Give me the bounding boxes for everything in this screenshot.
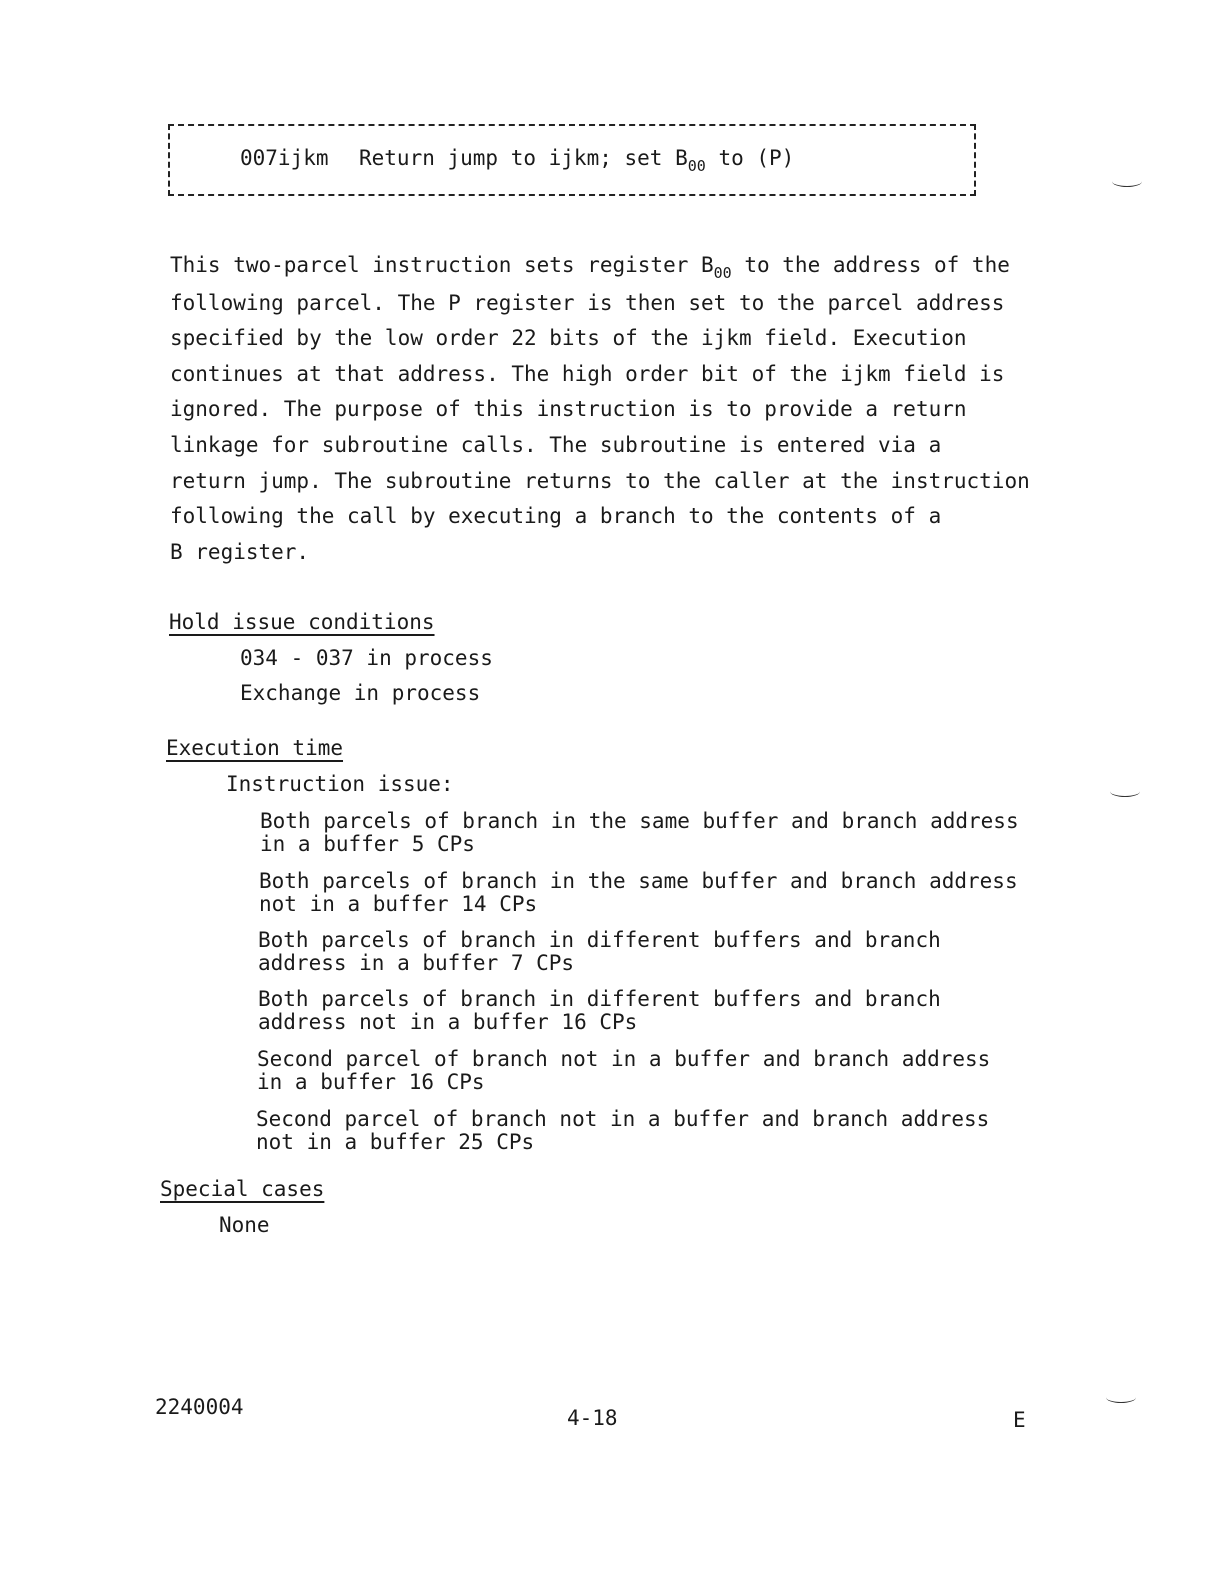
timing-case-line: Both parcels of branch in the same buffer and branch address bbox=[259, 869, 1018, 893]
timing-case bbox=[256, 1108, 989, 1154]
timing-case-line: not in a buffer 25 CPs bbox=[256, 1130, 535, 1154]
timing-case bbox=[257, 1048, 990, 1094]
paragraph-line: following parcel. The P register is then set to the parcel address bbox=[170, 290, 1005, 315]
timing-case-line: in a buffer 5 CPs bbox=[260, 832, 475, 856]
opcode: 007ijkm bbox=[240, 146, 329, 170]
paragraph-line: continues at that address. The high order bit of the ijkm field is bbox=[170, 361, 1005, 386]
hold-condition-item: Exchange in process bbox=[240, 681, 481, 705]
execution-time-heading: Execution time bbox=[166, 736, 344, 760]
binder-mark bbox=[1112, 176, 1142, 187]
special-cases-value: None bbox=[219, 1213, 270, 1237]
paragraph-line: linkage for subroutine calls. The subroutine is entered via a bbox=[170, 432, 942, 457]
description-paragraph bbox=[170, 248, 1030, 570]
timing-case-line: Second parcel of branch not in a buffer and branch address bbox=[256, 1107, 990, 1131]
instruction-description: Return jump to ijkm; set $B_{00}$ to (P) bbox=[359, 146, 795, 175]
timing-case bbox=[260, 810, 1019, 856]
timing-case-line: address not in a buffer 16 CPs bbox=[258, 1010, 638, 1034]
revision-letter: E bbox=[1013, 1408, 1026, 1432]
timing-case bbox=[258, 929, 941, 975]
timing-case-line: address in a buffer 7 CPs bbox=[258, 951, 575, 975]
hold-condition-item: 034 - 037 in process bbox=[240, 646, 493, 670]
timing-case-line: not in a buffer 14 CPs bbox=[259, 892, 538, 916]
paragraph-line: specified by the low order 22 bits of the ijkm field. Execution bbox=[170, 326, 967, 351]
hold-issue-heading: Hold issue conditions bbox=[169, 610, 435, 634]
timing-case-line: Both parcels of branch in different buffers and branch bbox=[258, 928, 941, 952]
paragraph-line: B register. bbox=[170, 539, 310, 564]
paragraph-line: ignored. The purpose of this instruction is to provide a return bbox=[170, 397, 967, 422]
paragraph-line: This two-parcel instruction sets register $B_{00}$ to the address of the bbox=[170, 253, 1010, 282]
timing-case bbox=[258, 988, 941, 1034]
timing-case-line: in a buffer 16 CPs bbox=[257, 1070, 485, 1094]
timing-case-line: Both parcels of branch in different buffers and branch bbox=[258, 987, 941, 1011]
paragraph-line: following the call by executing a branch to the contents of a bbox=[170, 504, 942, 529]
timing-case-line: Second parcel of branch not in a buffer and branch address bbox=[257, 1047, 991, 1071]
document-number: 2240004 bbox=[155, 1395, 244, 1419]
paragraph-line: return jump. The subroutine returns to the caller at the instruction bbox=[170, 468, 1030, 493]
timing-case bbox=[259, 870, 1018, 916]
instruction-issue-subheading: Instruction issue: bbox=[226, 772, 454, 796]
page-number: 4-18 bbox=[567, 1406, 618, 1430]
timing-case-line: Both parcels of branch in the same buffer and branch address bbox=[260, 809, 1019, 833]
binder-mark bbox=[1110, 786, 1140, 797]
binder-mark bbox=[1106, 1392, 1136, 1403]
special-cases-heading: Special cases bbox=[160, 1177, 325, 1201]
